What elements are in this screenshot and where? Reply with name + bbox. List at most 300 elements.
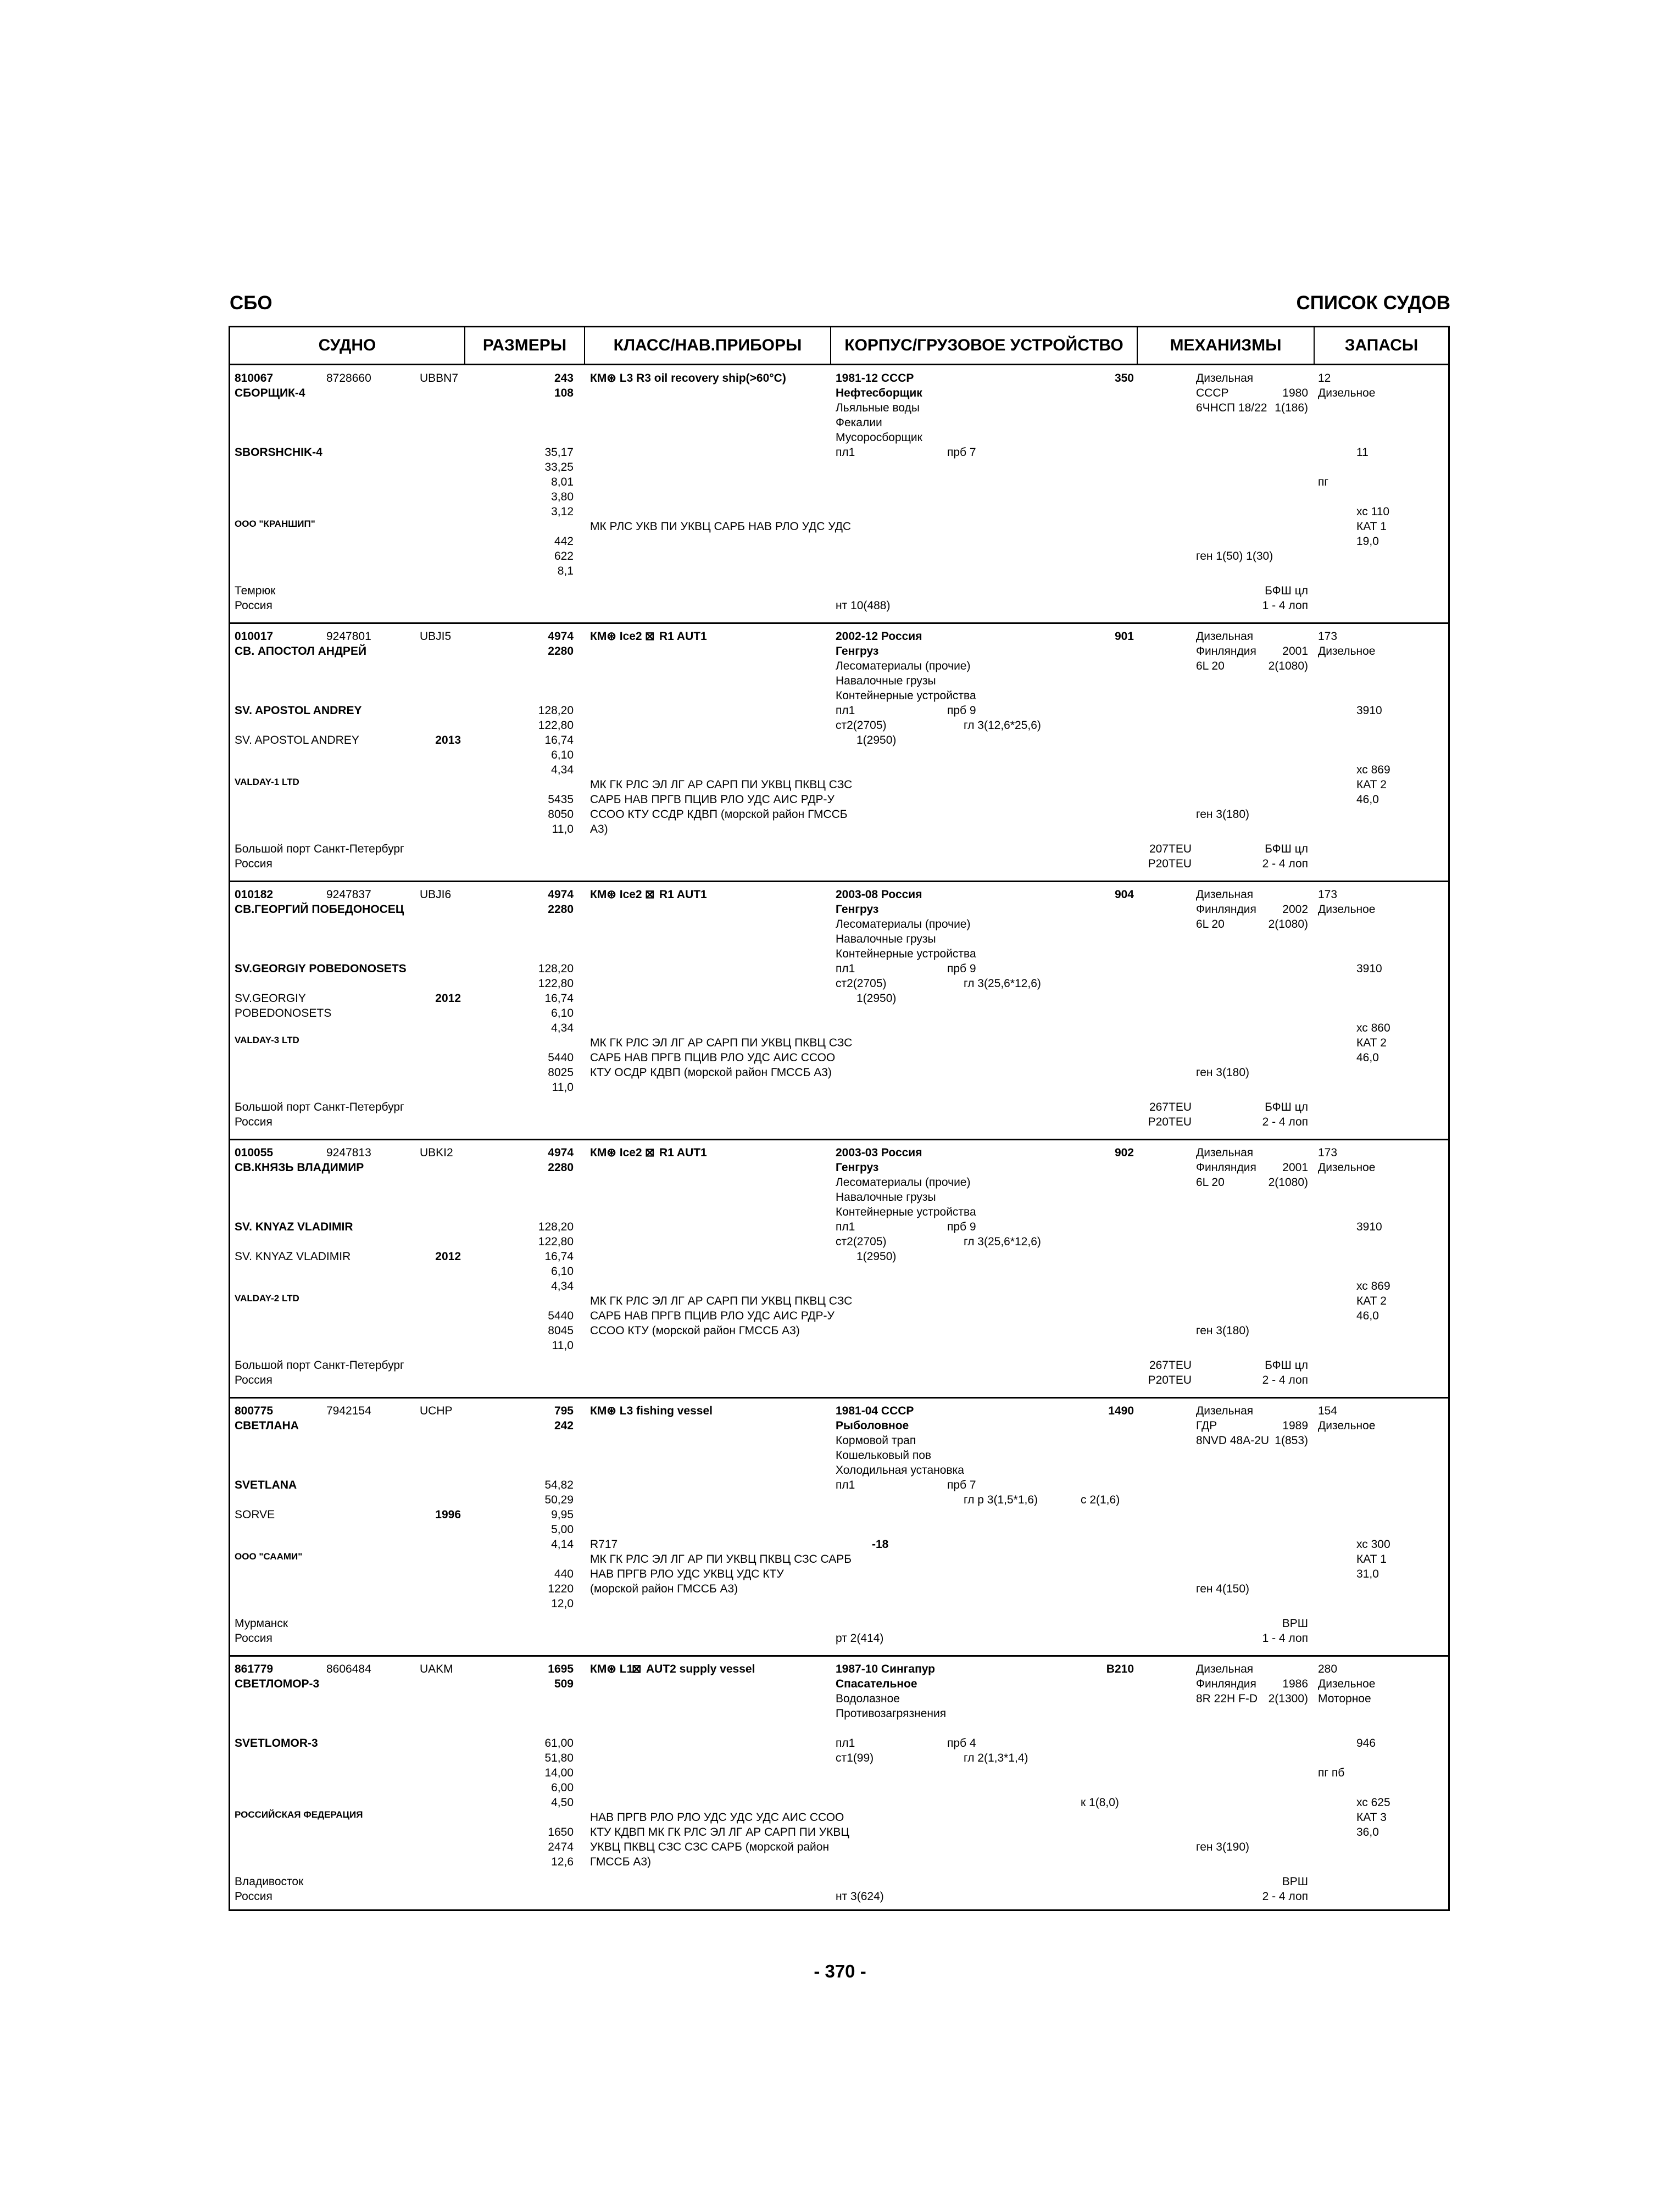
engine-power: 2(1080) [1268,1176,1308,1189]
class-notation: КМ⊛ Ice2 [590,1146,642,1159]
ship-type: Нефтесборщик [836,387,922,399]
stores-value: Дизельное [1318,645,1376,658]
dimension-value: 509 [554,1678,574,1690]
stores-value: 3910 [1356,962,1382,975]
stores-value: КАТ 2 [1356,1037,1387,1049]
engine-type: Дизельная [1196,630,1254,643]
stores-value: 173 [1318,1146,1338,1159]
nav-equipment-line: МК ГК РЛС ЭЛ ЛГ АР САРП ПИ УКВЦ ПКВЦ СЗС [590,1295,853,1307]
engine-type: Дизельная [1196,1663,1254,1675]
gear-cranes: гл 3(25,6*12,6) [964,977,1041,990]
container-type: P20TEU [1148,1116,1192,1128]
dimension-value: 4,14 [551,1538,574,1551]
gear-bulkheads: прб 9 [947,704,976,717]
dimension-value: 16,74 [544,734,574,747]
engine-model: 8R 22H F-D [1196,1692,1258,1705]
dimension-value: 8,01 [551,476,574,488]
nav-equipment-line: МК ГК РЛС ЭЛ ЛГ АР САРП ПИ УКВЦ ПКВЦ СЗС [590,778,853,791]
ship-name: СВ.ГЕОРГИЙ ПОБЕДОНОСЕЦ [235,903,404,916]
cargo-type: Лесоматериалы (прочие) [836,660,971,672]
cargo-type: Кормовой трап [836,1434,916,1447]
port: Темрюк [235,584,276,597]
propeller-blades: 1 - 4 лоп [1262,1632,1308,1645]
ship-table [229,326,1450,1911]
dimension-value: 5,00 [551,1523,574,1536]
ship-name-latin: SBORSHCHIK-4 [235,446,322,459]
generators: ген 3(180) [1196,808,1250,821]
owner: ООО "СААМИ" [235,1551,303,1562]
country: Россия [235,1632,272,1645]
class-notation: КМ⊛ L1 [590,1663,633,1675]
stores-value: хс 110 [1356,505,1390,518]
dimension-value: 622 [554,550,574,562]
gear-booms: с 2(1,6) [1081,1494,1120,1506]
column-header-machinery: МЕХАНИЗМЫ [1138,327,1315,364]
gear-hatch: пл1 [836,1221,855,1233]
page-number: - 370 - [814,1961,866,1981]
former-name: SV. KNYAZ VLADIMIR [235,1250,351,1263]
engine-model: 6ЧНСП 18/22 [1196,402,1267,414]
gear-hatch-size: 1(2950) [856,734,897,747]
owner: ООО "КРАНШИП" [235,519,315,529]
project-number: 901 [1114,630,1134,643]
class-notation: КМ⊛ L3 fishing vessel [590,1405,713,1417]
dimension-value: 242 [554,1419,574,1432]
dimension-value: 122,80 [538,977,574,990]
engine-year: 2001 [1282,645,1308,658]
dimension-value: 4974 [548,1146,574,1159]
gear-hatch: пл1 [836,704,855,717]
stores-value: 154 [1318,1405,1338,1417]
engine-model: 6L 20 [1196,918,1225,931]
class-notation: КМ⊛ Ice2 [590,630,642,643]
stores-value: 46,0 [1356,1310,1379,1322]
generators: ген 3(190) [1196,1841,1250,1853]
country: Россия [235,1890,272,1903]
ship-type: Генгруз [836,903,879,916]
engine-model: 6L 20 [1196,660,1225,672]
dimension-value: 14,00 [544,1767,574,1779]
cargo-type: Навалочные грузы [836,1191,936,1204]
propeller-type: БФШ цл [1265,1359,1308,1372]
call-sign: UBJI5 [420,630,452,643]
engine-power: 1(853) [1275,1434,1308,1447]
port: Мурманск [235,1617,288,1630]
dimension-value: 243 [554,372,574,385]
registry-number: 861779 [235,1663,274,1675]
former-name: SV. APOSTOL ANDREY [235,734,359,747]
owner: VALDAY-3 LTD [235,1035,299,1045]
stores-value: Дизельное [1318,387,1376,399]
cargo-type: Фекалии [836,416,882,429]
engine-country: ГДР [1196,1419,1217,1432]
dimension-value: 108 [554,387,574,399]
ship-type: Генгруз [836,645,879,658]
gear-cranes: гл 2(1,3*1,4) [964,1752,1028,1764]
stores-value: 3910 [1356,704,1382,717]
ship-entry [230,1398,1448,1656]
propeller-type: БФШ цл [1265,584,1308,597]
dimension-value: 12,6 [551,1856,574,1868]
generators: ген 1(50) 1(30) [1196,550,1273,562]
nav-equipment-line: ССОО КТУ ССДР КДВП (морской район ГМССБ [590,808,848,821]
engine-year: 2001 [1282,1161,1308,1174]
build-year-country: 1987-10 Сингапур [836,1663,936,1675]
project-number: 1490 [1108,1405,1134,1417]
country: Россия [235,857,272,870]
former-name: SV.GEORGIY [235,992,306,1005]
engine-power: 1(186) [1275,402,1308,414]
dimension-value: 2474 [548,1841,574,1853]
propeller-type: БФШ цл [1265,1101,1308,1113]
bottom-tanks: нт 10(488) [836,599,891,612]
stores-value: 12 [1318,372,1331,385]
dimension-value: 6,10 [551,1265,574,1278]
cargo-type: Холодильная установка [836,1464,964,1477]
ship-name-latin: SV. KNYAZ VLADIMIR [235,1221,353,1233]
dimension-value: 3,12 [551,505,574,518]
dimension-value: 128,20 [538,1221,574,1233]
stores-value: 46,0 [1356,1051,1379,1064]
propeller-blades: 2 - 4 лоп [1262,1374,1308,1386]
dimension-value: 4974 [548,630,574,643]
stores-value: 173 [1318,888,1338,901]
engine-country: СССР [1196,387,1229,399]
imo-number: 8606484 [326,1663,371,1675]
engine-year: 1986 [1282,1678,1308,1690]
call-sign: UBKI2 [420,1146,453,1159]
nav-equipment-line: УКВЦ ПКВЦ СЗС СЗС САРБ (морской район [590,1841,830,1853]
engine-country: Финляндия [1196,903,1256,916]
nav-equipment-line: КТУ КДВП МК ГК РЛС ЭЛ ЛГ АР САРП ПИ УКВЦ [590,1826,849,1839]
country: Россия [235,1116,272,1128]
nav-equipment-line: ГМССБ А3) [590,1856,652,1868]
dimension-value: 51,80 [544,1752,574,1764]
stores-value: 36,0 [1356,1826,1379,1839]
engine-type: Дизельная [1196,372,1254,385]
port: Большой порт Санкт-Петербург [235,843,404,855]
stores-value: 280 [1318,1663,1338,1675]
stores-value: хс 860 [1356,1022,1390,1034]
stores-value: КАТ 3 [1356,1811,1387,1824]
nav-equipment-line: САРБ НАВ ПРГВ ПЦИВ РЛО УДС АИС ССОО [590,1051,836,1064]
stores-value: хс 869 [1356,1280,1390,1293]
former-name-year: 2012 [435,1250,461,1263]
cargo-type: Навалочные грузы [836,933,936,945]
stores-value: Дизельное [1318,1419,1376,1432]
gear-hatch: пл1 [836,446,855,459]
dimension-value: 1695 [548,1663,574,1675]
refrigerant: R717 [590,1538,618,1551]
ship-type: Спасательное [836,1678,917,1690]
dimension-value: 2280 [548,645,574,658]
dimension-value: 5440 [548,1051,574,1064]
registry-number: 010017 [235,630,274,643]
registry-number: 810067 [235,372,274,385]
engine-country: Финляндия [1196,645,1256,658]
country: Россия [235,1374,272,1386]
stores-value: 31,0 [1356,1568,1379,1580]
ship-name: СВ.КНЯЗЬ ВЛАДИМИР [235,1161,364,1174]
stores-value: КАТ 1 [1356,1553,1387,1566]
build-year-country: 2002-12 Россия [836,630,922,643]
column-header-ship: СУДНО [230,327,465,364]
dimension-value: 54,82 [544,1479,574,1491]
registry-number: 010055 [235,1146,274,1159]
imo-number: 8728660 [326,372,371,385]
owner: VALDAY-2 LTD [235,1293,299,1303]
column-header-stores: ЗАПАСЫ [1344,336,1418,354]
engine-power: 2(1300) [1268,1692,1308,1705]
owner: РОССИЙСКАЯ ФЕДЕРАЦИЯ [235,1809,363,1820]
dimension-value: 128,20 [538,962,574,975]
temperature: -18 [872,1538,889,1551]
engine-model: 6L 20 [1196,1176,1225,1189]
propeller-blades: 2 - 4 лоп [1262,857,1308,870]
dimension-value: 6,10 [551,749,574,761]
build-year-country: 2003-03 Россия [836,1146,922,1159]
dimension-value: 4,50 [551,1796,574,1809]
ship-name-latin: SVETLOMOR-3 [235,1737,318,1750]
nav-equipment-line: МК ГК РЛС ЭЛ ЛГ АР САРП ПИ УКВЦ ПКВЦ СЗС [590,1037,853,1049]
gear-bulkheads: прб 9 [947,962,976,975]
gear-hatch: пл1 [836,1737,855,1750]
dimension-value: 8025 [548,1066,574,1079]
automation-mark-icon: ⊠ [645,630,655,643]
stores-value: Дизельное [1318,903,1376,916]
stores-value: пг пб [1318,1767,1345,1779]
engine-country: Финляндия [1196,1161,1256,1174]
automation-mark-icon: ⊠ [645,1146,655,1159]
propeller-blades: 1 - 4 лоп [1262,599,1308,612]
engine-year: 1980 [1282,387,1308,399]
gear-hatch-size: 1(2950) [856,992,897,1005]
cargo-type: Кошельковый пов [836,1449,932,1462]
dimension-value: 1220 [548,1583,574,1595]
former-name-year: 2013 [435,734,461,747]
propeller-blades: 2 - 4 лоп [1262,1116,1308,1128]
call-sign: UBJI6 [420,888,452,901]
stores-value: 3910 [1356,1221,1382,1233]
dimension-value: 5435 [548,793,574,806]
class-notation: КМ⊛ Ice2 [590,888,642,901]
engine-type: Дизельная [1196,1405,1254,1417]
nav-equipment-line: САРБ НАВ ПРГВ ПЦИВ РЛО УДС АИС РДР-У [590,1310,835,1322]
call-sign: UBBN7 [420,372,459,385]
project-number: 904 [1114,888,1134,901]
former-name-year: 2012 [435,992,461,1005]
dimension-value: 9,95 [551,1508,574,1521]
header-right: СПИСОК СУДОВ [1296,292,1450,314]
ship-name: СВ. АПОСТОЛ АНДРЕЙ [235,645,367,658]
gear-crane-lift: к 1(8,0) [1081,1796,1119,1809]
dimension-value: 2280 [548,1161,574,1174]
stores-value: КАТ 2 [1356,778,1387,791]
ship-name: СВЕТЛАНА [235,1419,299,1432]
propeller-type: БФШ цл [1265,843,1308,855]
ship-entry [230,365,1448,623]
ship-type: Генгруз [836,1161,879,1174]
stores-value: Моторное [1318,1692,1371,1705]
dimension-value: 8050 [548,808,574,821]
registry-number: 800775 [235,1405,274,1417]
call-sign: UCHP [420,1405,453,1417]
cargo-type: Лесоматериалы (прочие) [836,1176,971,1189]
nav-equipment-line: А3) [590,823,608,835]
stores-value: хс 869 [1356,764,1390,776]
build-year-country: 1981-12 СССР [836,372,914,385]
former-name: SORVE [235,1508,275,1521]
dimension-value: 795 [554,1405,574,1417]
gear-decks: ст2(2705) [836,977,887,990]
dimension-value: 6,00 [551,1781,574,1794]
former-name-year: 1996 [435,1508,461,1521]
gear-bulkheads: прб 7 [947,446,976,459]
cargo-type: Контейнерные устройства [836,689,976,702]
ship-entry [230,1140,1448,1398]
class-notation-rest: R1 AUT1 [659,1146,707,1159]
dimension-value: 33,25 [544,461,574,473]
gear-decks: ст2(2705) [836,1235,887,1248]
nav-equipment-line: (морской район ГМССБ А3) [590,1583,738,1595]
dimension-value: 2280 [548,903,574,916]
gear-cranes: гл 3(12,6*25,6) [964,719,1041,732]
dimension-value: 122,80 [538,719,574,732]
cargo-type: Навалочные грузы [836,675,936,687]
dimension-value: 3,80 [551,491,574,503]
dimension-value: 5440 [548,1310,574,1322]
dimension-value: 6,10 [551,1007,574,1020]
project-number: B210 [1106,1663,1134,1675]
automation-mark-icon: ⊠ [632,1663,642,1675]
call-sign: UAKM [420,1663,453,1675]
header-left: СБО [230,292,272,314]
dimension-value: 4,34 [551,1280,574,1293]
nav-equipment-line: МК ГК РЛС ЭЛ ЛГ АР ПИ УКВЦ ПКВЦ СЗС САРБ [590,1553,852,1566]
country: Россия [235,599,272,612]
generators: ген 4(150) [1196,1583,1250,1595]
dimension-value: 50,29 [544,1494,574,1506]
gear-decks: ст1(99) [836,1752,874,1764]
cargo-type: Мусоросборщик [836,431,922,444]
stores-value: КАТ 1 [1356,520,1387,533]
ship-name: СБОРЩИК-4 [235,387,305,399]
nav-equipment-line: НАВ ПРГВ РЛО УДС УКВЦ УДС КТУ [590,1568,784,1580]
generators: ген 3(180) [1196,1066,1250,1079]
container-type: P20TEU [1148,1374,1192,1386]
dimension-value: 4974 [548,888,574,901]
stores-value: 46,0 [1356,793,1379,806]
dimension-value: 4,34 [551,764,574,776]
gear-hatch: пл1 [836,962,855,975]
former-name-cont: POBEDONOSETS [235,1007,332,1020]
container-capacity: 207TEU [1149,843,1192,855]
stores-value: Дизельное [1318,1161,1376,1174]
dimension-value: 61,00 [544,1737,574,1750]
stores-value: 173 [1318,630,1338,643]
cargo-type: Контейнерные устройства [836,1206,976,1218]
gear-bulkheads: прб 4 [947,1737,976,1750]
dimension-value: 16,74 [544,992,574,1005]
stores-value: хс 625 [1356,1796,1390,1809]
ship-name-latin: SV. APOSTOL ANDREY [235,704,362,717]
stores-value: 946 [1356,1737,1376,1750]
gear-cranes: гл 3(25,6*12,6) [964,1235,1041,1248]
ship-type: Рыболовное [836,1419,909,1432]
container-type: P20TEU [1148,857,1192,870]
engine-power: 2(1080) [1268,660,1308,672]
class-notation: КМ⊛ L3 R3 oil recovery ship(>60°C) [590,372,786,385]
class-notation-rest: R1 AUT1 [659,888,707,901]
propeller-type: ВРШ [1282,1875,1308,1888]
gear-hatch: пл1 [836,1479,855,1491]
ship-entry [230,623,1448,882]
dimension-value: 440 [554,1568,574,1580]
port: Большой порт Санкт-Петербург [235,1101,404,1113]
imo-number: 9247837 [326,888,371,901]
port: Большой порт Санкт-Петербург [235,1359,404,1372]
stores-value: хс 300 [1356,1538,1390,1551]
dimension-value: 8045 [548,1324,574,1337]
dimension-value: 8,1 [557,565,574,577]
class-notation-rest: AUT2 supply vessel [646,1663,755,1675]
propeller-blades: 2 - 4 лоп [1262,1890,1308,1903]
engine-model: 8NVD 48A-2U [1196,1434,1270,1447]
dimension-value: 442 [554,535,574,548]
stores-value: Дизельное [1318,1678,1376,1690]
gear-decks: ст2(2705) [836,719,887,732]
dimension-value: 1650 [548,1826,574,1839]
ship-name-latin: SV.GEORGIY POBEDONOSETS [235,962,407,975]
nav-equipment-line: МК РЛС УКВ ПИ УКВЦ САРБ НАВ РЛО УДС УДС [590,520,852,533]
dimension-value: 11,0 [552,1081,574,1094]
cargo-type: Лесоматериалы (прочие) [836,918,971,931]
dimension-value: 16,74 [544,1250,574,1263]
stores-value: 11 [1356,446,1369,459]
imo-number: 9247801 [326,630,371,643]
gear-bulkheads: прб 9 [947,1221,976,1233]
ship-name-latin: SVETLANA [235,1479,297,1491]
dimension-value: 12,0 [551,1597,574,1610]
gear-bulkheads: прб 7 [947,1479,976,1491]
ship-entry [230,882,1448,1140]
port: Владивосток [235,1875,304,1888]
ship-name: СВЕТЛОМОР-3 [235,1678,320,1690]
bottom-tanks: нт 3(624) [836,1890,884,1903]
cargo-type: Водолазное [836,1692,900,1705]
container-capacity: 267TEU [1149,1101,1192,1113]
dimension-value: 4,34 [551,1022,574,1034]
container-capacity: 267TEU [1149,1359,1192,1372]
owner: VALDAY-1 LTD [235,777,299,787]
engine-type: Дизельная [1196,1146,1254,1159]
cargo-type: Противозагрязнения [836,1707,947,1720]
dimension-value: 128,20 [538,704,574,717]
engine-power: 2(1080) [1268,918,1308,931]
registry-number: 010182 [235,888,274,901]
stores-value: КАТ 2 [1356,1295,1387,1307]
dimension-value: 35,17 [544,446,574,459]
automation-mark-icon: ⊠ [645,888,655,901]
nav-equipment-line: КТУ ОСДР КДВП (морской район ГМССБ А3) [590,1066,832,1079]
column-header-hull: КОРПУС/ГРУЗОВОЕ УСТРОЙСТВО [831,327,1138,364]
dimension-value: 11,0 [552,1339,574,1352]
engine-year: 2002 [1282,903,1308,916]
engine-type: Дизельная [1196,888,1254,901]
column-header-dimensions: РАЗМЕРЫ [465,327,585,364]
bottom-tanks: рт 2(414) [836,1632,884,1645]
propeller-type: ВРШ [1282,1617,1308,1630]
